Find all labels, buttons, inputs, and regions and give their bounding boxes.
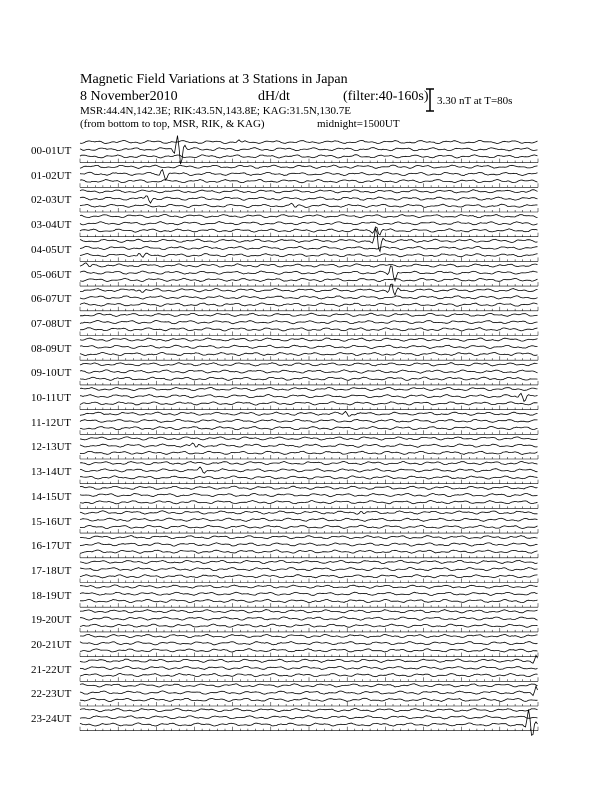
- hour-row: [80, 215, 538, 237]
- station-trace-rik: [80, 196, 538, 203]
- station-trace-kag: [80, 634, 538, 637]
- hour-row: [80, 536, 538, 558]
- station-trace-kag: [80, 610, 538, 613]
- station-trace-rik: [80, 246, 538, 249]
- station-trace-msr: [80, 253, 538, 257]
- station-trace-kag: [80, 411, 538, 416]
- station-trace-rik: [80, 370, 538, 373]
- hour-row: [80, 263, 538, 286]
- hour-label: 19-20UT: [31, 614, 72, 627]
- date-label: 8 November2010: [80, 89, 178, 104]
- hour-row: [80, 387, 538, 409]
- station-trace-msr: [80, 698, 538, 701]
- station-trace-kag: [80, 708, 538, 711]
- station-trace-rik: [80, 716, 538, 719]
- station-trace-kag: [80, 560, 538, 563]
- hour-row: [80, 363, 538, 385]
- hour-row: [80, 411, 538, 434]
- component-label: dH/dt: [258, 89, 290, 104]
- station-trace-kag: [80, 437, 538, 440]
- station-trace-rik: [80, 443, 538, 447]
- station-trace-rik: [80, 393, 538, 401]
- hour-label: 18-19UT: [31, 589, 72, 602]
- station-trace-msr: [80, 550, 538, 553]
- midnight-note: midnight=1500UT: [317, 118, 400, 130]
- station-trace-msr: [80, 303, 538, 306]
- station-trace-rik: [80, 686, 538, 696]
- station-trace-kag: [80, 165, 538, 168]
- station-trace-msr: [80, 624, 538, 627]
- station-trace-kag: [80, 338, 538, 341]
- hour-label: 10-11UT: [31, 392, 71, 404]
- hour-row: [80, 684, 538, 706]
- station-trace-msr: [80, 328, 538, 331]
- station-trace-msr: [80, 352, 538, 355]
- station-trace-kag: [80, 140, 538, 144]
- hour-label: 14-15UT: [31, 490, 72, 503]
- hour-row: [80, 655, 538, 681]
- hour-row: [80, 634, 538, 656]
- station-trace-kag: [80, 387, 538, 390]
- hour-row: [80, 338, 538, 360]
- hour-label: 03-04UT: [31, 219, 72, 232]
- chart-title: Magnetic Field Variations at 3 Stations in Japan: [80, 72, 348, 87]
- hour-label: 12-13UT: [31, 441, 72, 454]
- station-trace-msr: [80, 709, 538, 735]
- station-trace-rik: [80, 543, 538, 546]
- station-trace-kag: [80, 684, 538, 687]
- station-trace-msr: [80, 427, 538, 430]
- hour-label: 02-03UT: [31, 194, 72, 207]
- hour-row: [80, 560, 538, 582]
- hour-row: [80, 165, 538, 187]
- hour-label: 23-24UT: [31, 713, 72, 726]
- hour-label: 21-22UT: [31, 663, 72, 676]
- hour-label: 06-07UT: [31, 293, 72, 306]
- hour-row: [80, 486, 538, 508]
- station-trace-rik: [80, 617, 538, 620]
- station-trace-msr: [80, 451, 538, 454]
- hour-row: [80, 284, 538, 311]
- filter-label: (filter:40-160s): [343, 89, 429, 104]
- station-trace-kag: [80, 363, 538, 366]
- hour-row: [80, 708, 538, 735]
- hour-label: 17-18UT: [31, 564, 72, 577]
- hour-row: [80, 461, 538, 483]
- hour-row: [80, 585, 538, 607]
- station-trace-msr: [80, 575, 538, 578]
- hour-row: [80, 190, 538, 212]
- station-trace-msr: [80, 649, 538, 652]
- station-order-note: (from bottom to top, MSR, RIK, & KAG): [80, 118, 265, 130]
- hour-label: 20-21UT: [31, 639, 72, 651]
- station-trace-kag: [80, 536, 538, 539]
- station-trace-msr: [80, 402, 538, 405]
- station-trace-kag: [80, 461, 538, 464]
- station-trace-rik: [80, 494, 538, 497]
- station-trace-kag: [80, 313, 538, 316]
- station-trace-rik: [80, 345, 538, 348]
- station-trace-rik: [80, 170, 538, 180]
- scale-label: 3.30 nT at T=80s: [437, 95, 513, 107]
- hour-row: [80, 136, 538, 164]
- station-trace-msr: [80, 674, 538, 677]
- station-trace-msr: [80, 599, 538, 602]
- station-trace-rik: [80, 296, 538, 299]
- station-trace-rik: [80, 518, 538, 521]
- station-trace-rik: [80, 321, 538, 324]
- station-trace-kag: [80, 215, 538, 218]
- station-trace-msr: [80, 180, 538, 183]
- hour-label: 13-14UT: [31, 466, 72, 479]
- hour-label: 16-17UT: [31, 540, 72, 553]
- hour-row: [80, 313, 538, 335]
- station-trace-msr: [80, 377, 538, 380]
- station-trace-msr: [80, 525, 538, 528]
- hour-row: [80, 610, 538, 632]
- station-trace-kag: [80, 486, 538, 489]
- station-trace-kag: [80, 190, 538, 193]
- station-trace-rik: [80, 567, 538, 570]
- station-trace-msr: [80, 501, 538, 504]
- hour-label: 09-10UT: [31, 367, 72, 380]
- hour-label: 15-16UT: [31, 515, 72, 528]
- station-trace-rik: [80, 666, 538, 669]
- station-trace-kag: [80, 263, 538, 267]
- station-trace-kag: [80, 585, 538, 588]
- station-trace-msr: [80, 155, 538, 158]
- station-trace-rik: [80, 467, 538, 473]
- hour-row: [80, 437, 538, 459]
- station-trace-rik: [80, 592, 538, 595]
- hour-label: 11-12UT: [31, 416, 71, 429]
- station-trace-rik: [80, 642, 538, 645]
- station-trace-msr: [80, 278, 538, 281]
- station-trace-msr: [80, 203, 538, 207]
- station-trace-rik: [80, 419, 538, 422]
- hour-label: 08-09UT: [31, 342, 72, 355]
- hour-label: 05-06UT: [31, 268, 72, 281]
- station-trace-rik: [80, 222, 538, 225]
- station-trace-msr: [80, 476, 538, 479]
- hour-row: [80, 511, 538, 533]
- stations-label: MSR:44.4N,142.3E; RIK:43.5N,143.8E; KAG:31.5N,130.7E: [80, 105, 352, 117]
- hour-label: 22-23UT: [31, 688, 72, 701]
- hour-label: 07-08UT: [31, 317, 72, 330]
- hour-label: 04-05UT: [31, 243, 72, 256]
- hour-label: 00-01UT: [31, 145, 72, 157]
- station-trace-kag: [80, 511, 538, 514]
- hour-label: 01-02UT: [31, 169, 72, 182]
